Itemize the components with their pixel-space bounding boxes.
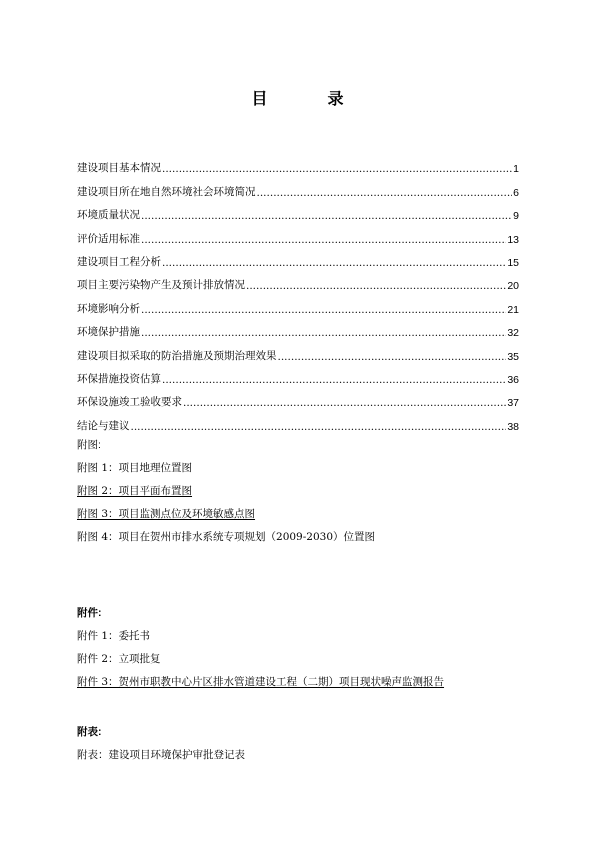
tables-heading: 附表: [77,726,102,738]
toc-entry-label: 项目主要污染物产生及预计排放情况 [77,279,245,292]
toc-entry[interactable] [77,246,519,269]
toc-entry[interactable] [77,199,519,222]
toc-entry-label: 环保设施竣工验收要求 [77,396,182,409]
toc-entry[interactable] [77,316,519,339]
figures-section [77,434,527,549]
toc-entry-label: 建设项目工程分析 [77,255,161,268]
page-title: 目 录 [251,89,366,108]
toc-leader-dots [141,304,506,316]
toc-entry[interactable] [77,409,519,432]
table-of-contents [77,152,519,433]
toc-entry-page: 15 [507,256,519,269]
toc-entry-label: 评价适用标准 [77,232,140,245]
attachments-section [77,602,527,694]
toc-entry-page: 37 [507,397,519,410]
attachments-heading: 附件: [77,607,102,619]
toc-leader-dots [162,163,512,175]
toc-entry-label: 结论与建议 [77,419,130,432]
toc-entry-label: 环境保护措施 [77,326,140,339]
toc-entry-label: 环境质量状况 [77,209,140,222]
toc-entry-label: 环境影响分析 [77,302,140,315]
toc-entry-page: 35 [507,350,519,363]
figure-link[interactable]: 附图 3：项目监测点位及环境敏感点图 [77,508,256,520]
table-item: 附表：建设项目环境保护审批登记表 [77,749,245,761]
toc-entry-label: 环保措施投资估算 [77,372,161,385]
toc-entry[interactable] [77,292,519,315]
toc-entry-label: 建设项目基本情况 [77,162,161,175]
toc-entry[interactable] [77,363,519,386]
tables-section [77,721,527,767]
toc-entry[interactable] [77,386,519,409]
toc-leader-dots [162,374,506,386]
toc-leader-dots [183,397,506,409]
toc-entry-page: 13 [507,233,519,246]
toc-entry[interactable] [77,269,519,292]
toc-leader-dots [162,257,506,269]
toc-leader-dots [246,280,506,292]
toc-leader-dots [141,327,506,339]
attachment-item: 附件 1：委托书 [77,630,151,642]
figure-link[interactable]: 附图 2：项目平面布置图 [77,485,193,497]
toc-entry-page: 32 [507,327,519,340]
toc-entry-label: 建设项目拟采取的防治措施及预期治理效果 [77,349,277,362]
toc-entry[interactable] [77,222,519,245]
toc-entry[interactable] [77,175,519,198]
toc-entry-page: 9 [513,210,519,223]
toc-entry-label: 建设项目所在地自然环境社会环境简况 [77,185,256,198]
toc-entry-page: 1 [513,163,519,176]
toc-entry[interactable] [77,152,519,175]
toc-entry-page: 38 [507,420,519,433]
toc-leader-dots [257,187,513,199]
toc-entry-page: 20 [507,280,519,293]
toc-leader-dots [131,421,507,433]
figure-item: 附图 4：项目在贺州市排水系统专项规划（2009-2030）位置图 [77,531,376,543]
toc-entry-page: 36 [507,373,519,386]
figure-item: 附图 1：项目地理位置图 [77,462,193,474]
toc-entry-page: 21 [507,303,519,316]
toc-leader-dots [141,234,506,246]
toc-leader-dots [278,351,507,363]
figures-heading: 附图: [77,439,101,451]
toc-entry[interactable] [77,339,519,362]
attachment-item: 附件 2：立项批复 [77,653,161,665]
toc-leader-dots [141,210,512,222]
toc-entry-page: 6 [513,186,519,199]
attachment-link[interactable]: 附件 3：贺州市职教中心片区排水管道建设工程（二期）项目现状噪声监测报告 [77,676,445,688]
